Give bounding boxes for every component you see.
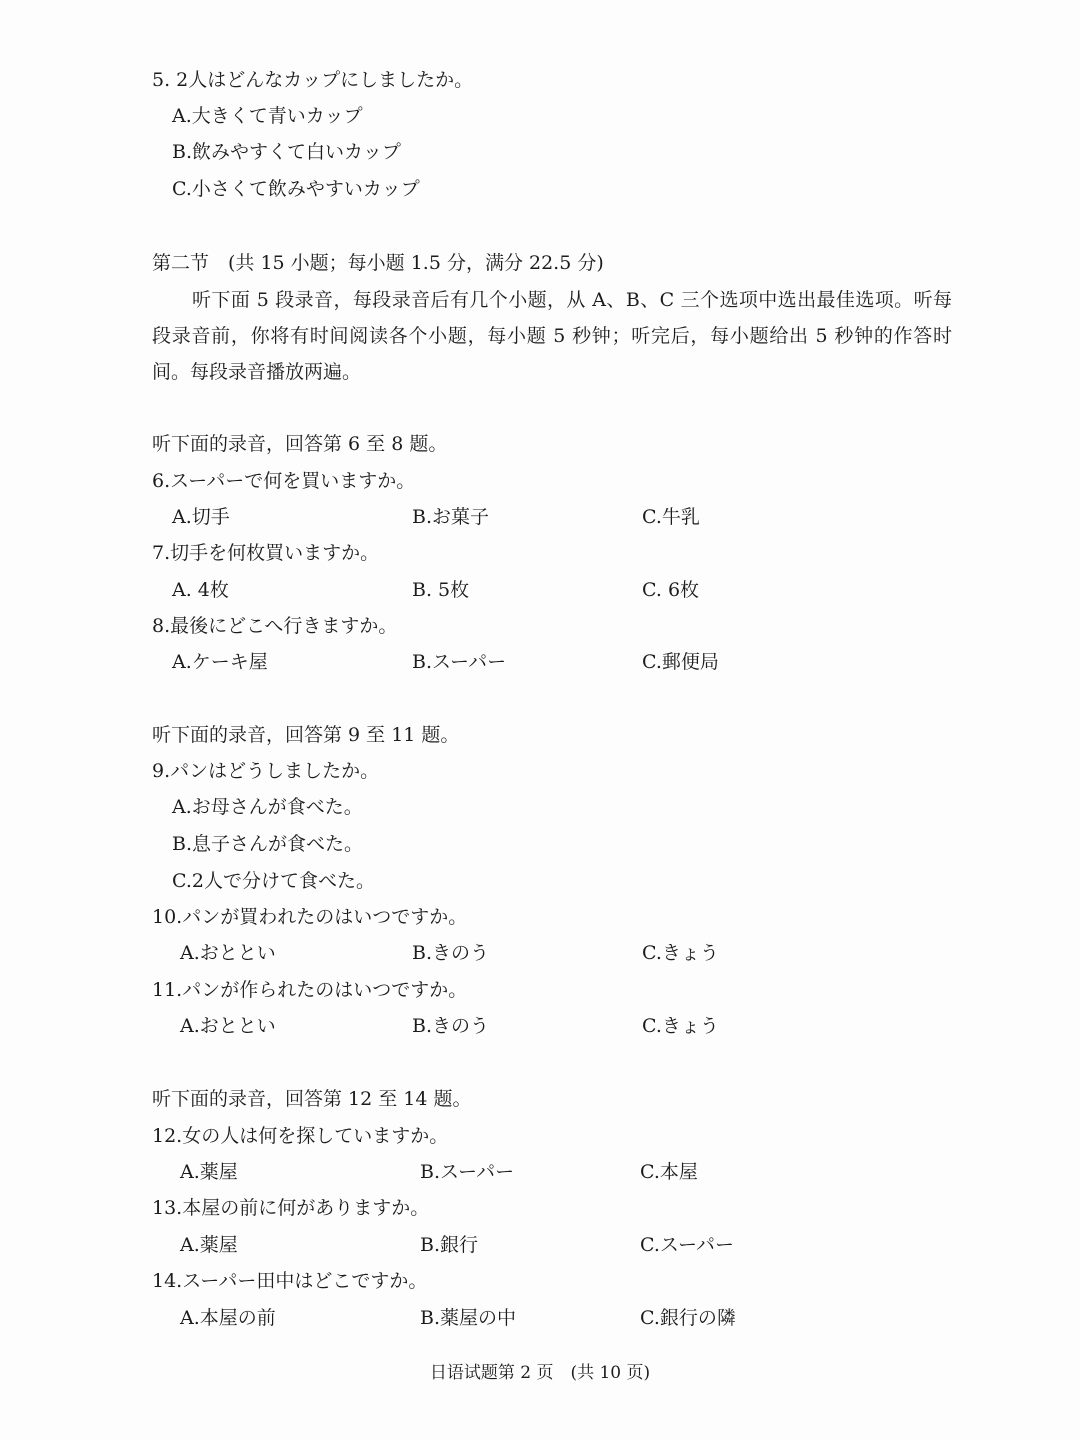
group-3-intro: 听下面的录音，回答第 12 至 14 题。 [152,1088,472,1110]
question-11-stem: 11.パンが作られたのはいつですか。 [152,979,468,1001]
question-8-option-b: B.スーパー [412,651,507,673]
question-13-options [0,1233,1080,1257]
question-7-option-b: B. 5枚 [412,579,470,601]
question-12-options [0,1160,1080,1184]
question-10-option-b: B.きのう [412,942,490,964]
group-2-intro: 听下面的录音，回答第 9 至 11 题。 [152,724,460,746]
question-9-option-b: B.息子さんが食べた。 [172,833,364,855]
question-12-stem: 12.女の人は何を探していますか。 [152,1125,449,1147]
question-14-options [0,1306,1080,1330]
question-8-option-a: A.ケーキ屋 [172,651,268,673]
question-6-option-c: C.牛乳 [642,506,700,528]
question-5-option-c: C.小さくて飲みやすいカップ [172,178,420,200]
question-7-option-c: C. 6枚 [642,579,700,601]
question-13-stem: 13.本屋の前に何がありますか。 [152,1197,430,1219]
question-13-option-a: A.薬屋 [180,1234,238,1256]
question-14-option-a: A.本屋の前 [180,1307,276,1329]
section-2-instructions: 听下面 5 段录音，每段录音后有几个小题，从 A、B、C 三个选项中选出最佳选项。听每段录音前，你将有时间阅读各个小题，每小题 5 秒钟；听完后，每小题给出 5 秒钟的作答时间。每段录音播放两遍。 [152,289,952,383]
page-footer: 日语试题第 2 页 (共 10 页) [429,1363,651,1383]
question-11-option-b: B.きのう [412,1015,490,1037]
question-6-option-b: B.お菓子 [412,506,490,528]
question-5-option-a: A.大きくて青いカップ [172,105,363,127]
question-13-option-c: C.スーパー [640,1234,735,1256]
question-14-option-c: C.銀行の隣 [640,1307,736,1329]
question-12-option-b: B.スーパー [420,1161,515,1183]
question-10-option-c: C.きょう [642,942,719,964]
question-14-option-b: B.薬屋の中 [420,1307,517,1329]
question-14-stem: 14.スーパー田中はどこですか。 [152,1270,428,1292]
question-7-stem: 7.切手を何枚買いますか。 [152,542,380,564]
question-11-option-a: A.おととい [180,1015,276,1037]
question-5-stem: 5. 2人はどんなカップにしましたか。 [152,69,474,91]
question-7-option-a: A. 4枚 [172,579,229,601]
question-9-option-a: A.お母さんが食べた。 [172,796,363,818]
question-12-option-a: A.薬屋 [180,1161,238,1183]
question-10-stem: 10.パンが買われたのはいつですか。 [152,906,468,928]
question-10-option-a: A.おととい [180,942,276,964]
question-10-options [0,941,1080,965]
question-8-option-c: C.郵便局 [642,651,719,673]
question-11-options [0,1014,1080,1038]
question-9-option-c: C.2人で分けて食べた。 [172,870,375,892]
question-5-option-b: B.飲みやすくて白いカップ [172,141,401,163]
question-6-stem: 6.スーパーで何を買いますか。 [152,470,416,492]
question-8-stem: 8.最後にどこへ行きますか。 [152,615,398,637]
section-2-heading: 第二节 (共 15 小题；每小题 1.5 分，满分 22.5 分) [152,252,604,274]
question-9-stem: 9.パンはどうしましたか。 [152,760,380,782]
question-6-options [0,505,1080,529]
question-13-option-b: B.銀行 [420,1234,479,1256]
question-11-option-c: C.きょう [642,1015,719,1037]
question-8-options [0,650,1080,674]
question-12-option-c: C.本屋 [640,1161,698,1183]
question-6-option-a: A.切手 [172,506,230,528]
question-7-options [0,578,1080,602]
group-1-intro: 听下面的录音，回答第 6 至 8 题。 [152,433,448,455]
